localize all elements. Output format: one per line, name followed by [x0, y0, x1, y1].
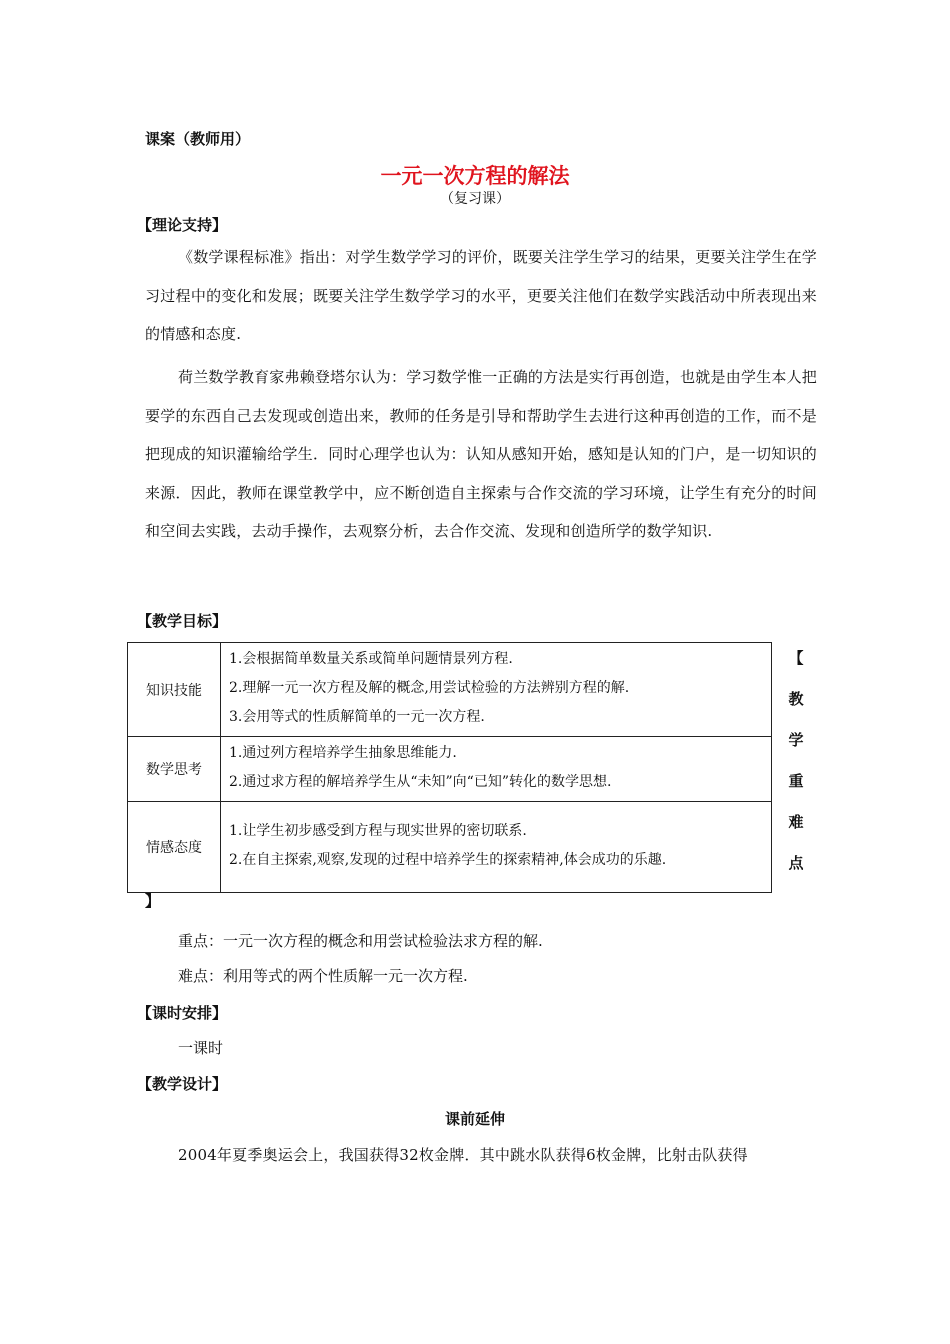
design-heading: 【教学设计】 [137, 1075, 228, 1093]
table-row [128, 737, 772, 802]
goal-item: 1.通过列方程培养学生抽象思维能力. [229, 745, 457, 761]
theory-paragraph-2: 荷兰数学教育家弗赖登塔尔认为：学习数学惟一正确的方法是实行再创造，也就是由学生本人把要学的东西自己去发现或创造出来，教师的任务是引导和帮助学生去进行这种再创造的工作，而不是把现成的知识灌输给学生．同时心理学也认为：认知从感知开始，感知是认知的门户，是一切知识的来源．因此，教师在课堂教学中，应不断创造自主探索与合作交流的学习环境，让学生有充分的时间和空间去实践，去动手操作，去观察分析，去合作交流、发现和创造所学的数学知识. [145, 368, 817, 540]
vertical-heading-char: 重 [788, 772, 804, 790]
difficulty-text: 难点：利用等式的两个性质解一元一次方程. [178, 967, 468, 985]
goal-item: 2.通过求方程的解培养学生从“未知”向“已知”转化的数学思想. [229, 774, 612, 790]
vertical-heading-char: 点 [788, 854, 804, 872]
goal-item: 3.会用等式的性质解简单的一元一次方程. [229, 709, 485, 725]
goal-items [221, 737, 772, 802]
goal-category: 数学思考 [128, 737, 221, 802]
vertical-heading-char: 【 [788, 649, 804, 667]
goal-item: 2.在自主探索,观察,发现的过程中培养学生的探索精神,体会成功的乐趣. [229, 852, 667, 868]
goal-category: 知识技能 [128, 643, 221, 737]
goal-item: 1.让学生初步感受到方程与现实世界的密切联系. [229, 823, 527, 839]
goals-heading: 【教学目标】 [137, 612, 228, 630]
table-row [128, 643, 772, 737]
key-point-text: 重点：一元一次方程的概念和用尝试检验法求方程的解. [178, 932, 543, 950]
doc-label: 课案（教师用） [145, 130, 251, 148]
theory-paragraph-1: 《数学课程标准》指出：对学生数学学习的评价，既要关注学生学习的结果，更要关注学生在学习过程中的变化和发展；既要关注学生数学学习的水平，更要关注他们在数学实践活动中所表现出来的情感和态度. [145, 248, 817, 343]
table-row [128, 802, 772, 893]
lesson-title: 一元一次方程的解法 [380, 163, 570, 188]
key-points-closing-bracket: 】 [145, 892, 161, 910]
lesson-subtitle: （复习课） [440, 191, 510, 207]
goals-table [127, 642, 772, 893]
vertical-heading-char: 难 [788, 813, 804, 831]
goal-category: 情感态度 [128, 802, 221, 893]
schedule-value: 一课时 [178, 1039, 224, 1057]
goal-item: 2.理解一元一次方程及解的概念,用尝试检验的方法辨别方程的解. [229, 680, 630, 696]
design-intro: 2004年夏季奥运会上，我国获得32枚金牌．其中跳水队获得6枚金牌，比射击队获得 [178, 1146, 748, 1164]
schedule-heading: 【课时安排】 [137, 1004, 228, 1022]
goal-items [221, 643, 772, 737]
goal-item: 1.会根据简单数量关系或简单问题情景列方程. [229, 651, 513, 667]
key-points-vertical-heading [786, 646, 806, 892]
theory-heading: 【理论支持】 [137, 216, 228, 234]
vertical-heading-char: 学 [788, 731, 804, 749]
vertical-heading-char: 教 [788, 690, 804, 708]
design-subheading: 课前延伸 [444, 1110, 505, 1128]
goal-items [221, 802, 772, 893]
